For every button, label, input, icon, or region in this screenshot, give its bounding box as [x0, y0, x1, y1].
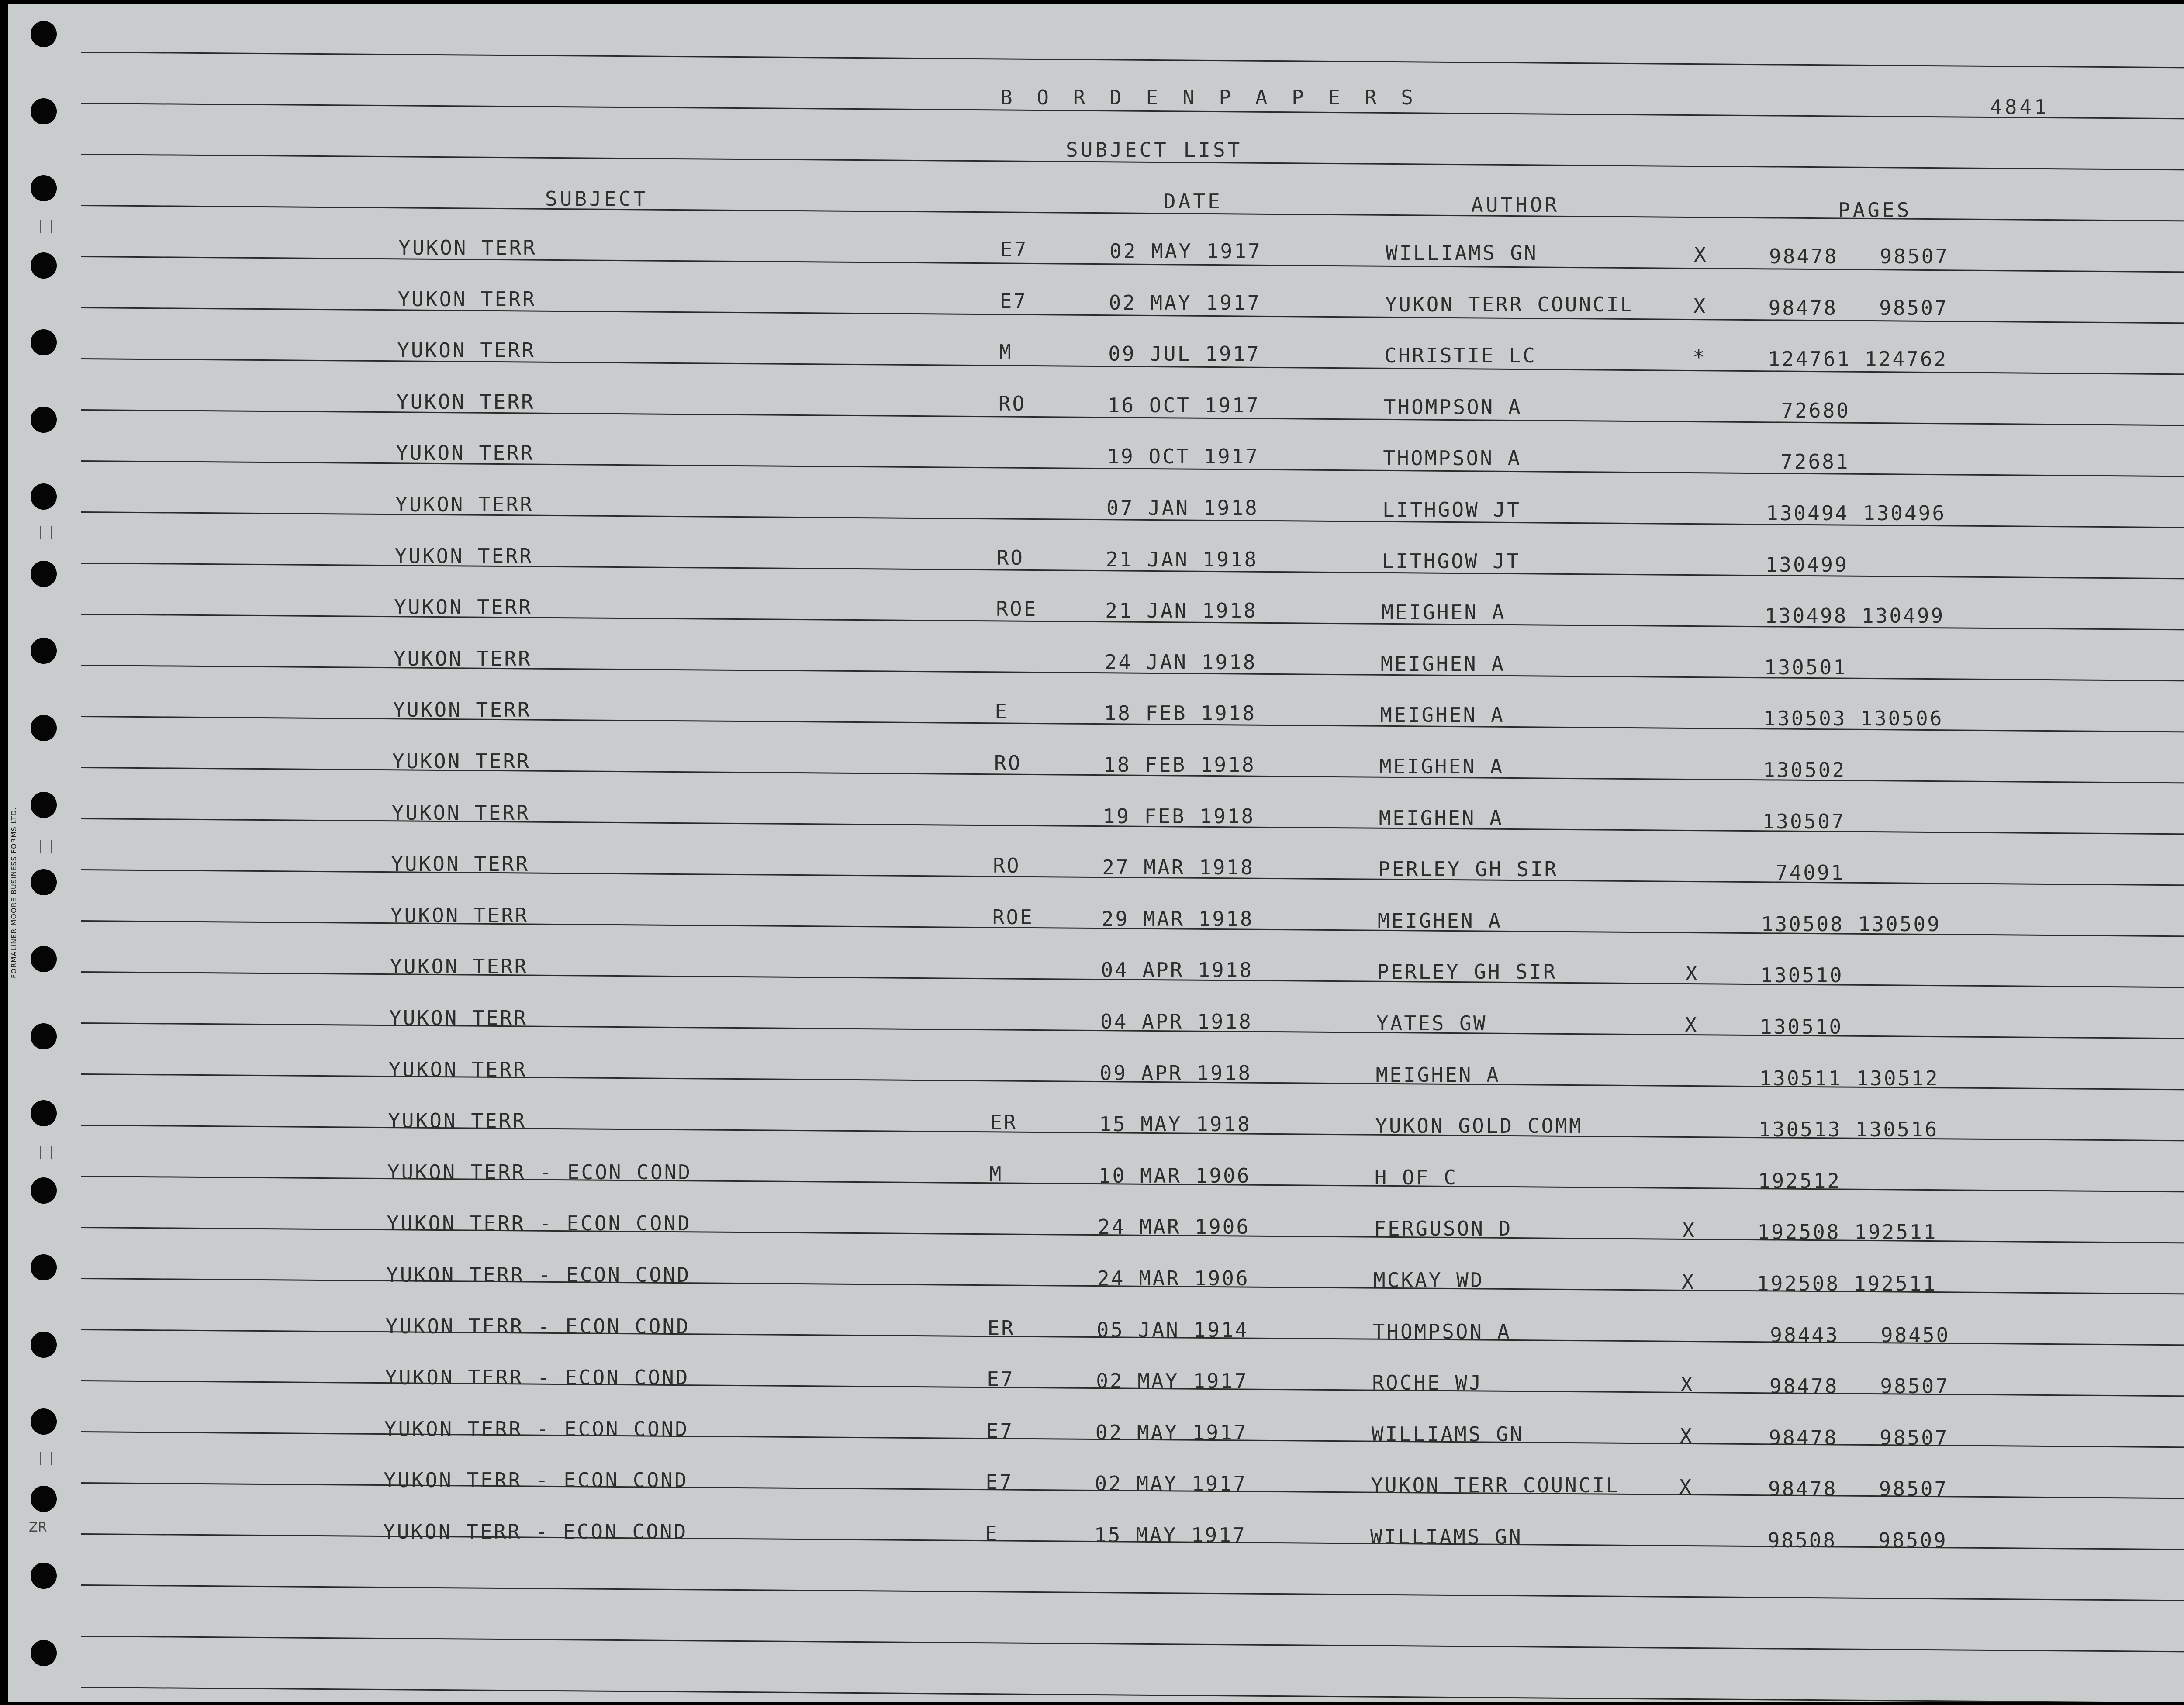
cell-code: RO [994, 751, 1022, 775]
cell-pages: 192508 192511 [1757, 1220, 1938, 1244]
ruled-line [81, 1687, 2184, 1702]
cell-subject: YUKON TERR [392, 749, 531, 773]
cell-date: 02 MAY 1917 [1095, 1472, 1248, 1496]
cell-pages: 124761 124762 [1768, 347, 1948, 371]
cell-subject: YUKON TERR [391, 801, 530, 825]
cell-date: 02 MAY 1917 [1109, 239, 1262, 263]
cell-subject: YUKON TERR - ECON COND [386, 1263, 691, 1287]
cell-author: MEIGHEN A [1375, 1063, 1500, 1087]
cell-subject: YUKON TERR - ECON COND [385, 1366, 690, 1390]
cell-author: YUKON GOLD COMM [1375, 1114, 1583, 1138]
cell-author: YATES GW [1376, 1011, 1487, 1035]
feed-hole [31, 1177, 57, 1204]
cell-pages: 130499 [1765, 552, 1849, 576]
cell-author: ROCHE WJ [1372, 1371, 1483, 1395]
cell-pages: 192508 192511 [1757, 1272, 1937, 1295]
feed-hole [31, 715, 57, 741]
ruled-line [81, 1636, 2184, 1653]
cell-subject: YUKON TERR [395, 493, 534, 516]
cell-subject: YUKON TERR - ECON COND [383, 1520, 688, 1543]
cell-subject: YUKON TERR [397, 338, 536, 362]
cell-pages: 130507 [1762, 809, 1845, 833]
cell-author: MEIGHEN A [1377, 908, 1503, 932]
feed-hole [31, 483, 57, 510]
feed-hole [31, 792, 57, 818]
cell-code: E [995, 700, 1009, 724]
cell-date: 19 OCT 1917 [1107, 445, 1260, 469]
feed-hole [31, 1100, 57, 1126]
cell-author: WILLIAMS GN [1371, 1422, 1524, 1446]
cell-mark: X [1694, 243, 1708, 266]
cell-code: E7 [986, 1419, 1014, 1443]
cell-subject: YUKON TERR [393, 698, 532, 722]
cell-date: 15 MAY 1917 [1094, 1523, 1247, 1547]
cell-subject: YUKON TERR [394, 544, 533, 568]
column-header-date: DATE [1164, 190, 1223, 213]
perforation-mark: ❘❘ [35, 839, 57, 854]
column-header-subject: SUBJECT [545, 187, 648, 211]
feed-hole [31, 1254, 57, 1280]
cell-pages: 98478 98507 [1755, 1374, 1949, 1398]
cell-subject: YUKON TERR [396, 390, 535, 414]
cell-subject: YUKON TERR - ECON COND [385, 1314, 690, 1338]
cell-author: WILLIAMS GN [1386, 241, 1538, 265]
feed-hole [31, 1332, 57, 1358]
cell-code: ER [990, 1111, 1018, 1135]
cell-pages: 130510 [1760, 963, 1844, 987]
cell-date: 16 OCT 1917 [1107, 393, 1260, 417]
cell-pages: 130511 130512 [1759, 1066, 1939, 1090]
cell-date: 07 JAN 1918 [1106, 496, 1259, 520]
cell-date: 02 MAY 1917 [1095, 1420, 1248, 1444]
cell-pages: 72680 [1767, 398, 1850, 422]
document-title: B O R D E N P A P E R S [1000, 86, 1419, 109]
cell-pages: 98478 98507 [1755, 1425, 1949, 1450]
cell-date: 24 MAR 1906 [1098, 1215, 1251, 1239]
cell-date: 04 APR 1918 [1100, 1010, 1253, 1033]
feed-hole [31, 869, 57, 895]
cell-code: E7 [1000, 238, 1028, 261]
cell-code: ER [987, 1316, 1015, 1340]
cell-subject: YUKON TERR - ECON COND [387, 1160, 692, 1184]
cell-mark: X [1685, 1013, 1699, 1037]
cell-date: 19 FEB 1918 [1102, 804, 1255, 828]
cell-author: LITHGOW JT [1382, 549, 1521, 573]
feed-hole [31, 175, 57, 201]
cell-code: E7 [985, 1470, 1013, 1494]
cell-subject: YUKON TERR [390, 903, 529, 927]
cell-subject: YUKON TERR [393, 646, 532, 670]
cell-pages: 72681 [1766, 450, 1850, 474]
cell-pages: 98478 98507 [1769, 245, 1949, 268]
cell-author: MCKAY WD [1373, 1268, 1484, 1292]
cell-code: E [985, 1522, 999, 1545]
cell-subject: YUKON TERR [389, 1006, 528, 1030]
cell-mark: X [1679, 1475, 1693, 1499]
feed-hole [31, 407, 57, 433]
cell-subject: YUKON TERR [388, 1109, 527, 1133]
form-maker-imprint: FORMALINER MOORE BUSINESS FORMS LTD. [10, 807, 18, 978]
cell-pages: 130494 130496 [1766, 501, 1946, 525]
cell-author: THOMPSON A [1372, 1319, 1511, 1343]
cell-subject: YUKON TERR - ECON COND [384, 1417, 689, 1441]
perforation-mark: ❘❘ [35, 1144, 57, 1160]
cell-date: 24 MAR 1906 [1097, 1267, 1250, 1290]
cell-author: LITHGOW JT [1382, 498, 1521, 521]
cell-code: RO [993, 854, 1021, 878]
cell-date: 21 JAN 1918 [1106, 547, 1258, 571]
cell-pages: 130498 130499 [1765, 604, 1945, 628]
cell-mark: X [1682, 1218, 1697, 1243]
cell-mark: X [1682, 1270, 1696, 1294]
cell-pages: 98508 98509 [1754, 1529, 1948, 1552]
feed-hole [31, 21, 57, 47]
feed-hole [31, 1563, 57, 1589]
column-header-author: AUTHOR [1471, 193, 1560, 217]
feed-hole [31, 638, 57, 664]
feed-hole [31, 561, 57, 587]
cell-date: 21 JAN 1918 [1105, 599, 1258, 623]
cell-subject: YUKON TERR [398, 236, 537, 259]
feed-hole [31, 1486, 57, 1512]
column-header-pages: PAGES [1838, 198, 1912, 222]
cell-date: 10 MAR 1906 [1098, 1163, 1251, 1187]
cell-subject: YUKON TERR - ECON COND [387, 1211, 691, 1236]
cell-date: 27 MAR 1918 [1102, 856, 1254, 880]
cell-subject: YUKON TERR [397, 287, 536, 311]
cell-pages: 130503 130506 [1763, 707, 1944, 731]
cell-code: E7 [999, 289, 1027, 313]
cell-pages: 130502 [1763, 758, 1846, 782]
cell-pages: 192512 [1758, 1169, 1841, 1193]
cell-pages: 130513 130516 [1759, 1118, 1939, 1142]
cell-author: MEIGHEN A [1381, 601, 1506, 625]
cell-mark: X [1685, 962, 1700, 986]
cell-date: 15 MAY 1918 [1099, 1112, 1251, 1136]
list-title: SUBJECT LIST [1066, 138, 1243, 162]
cell-date: 05 JAN 1914 [1096, 1318, 1249, 1342]
page-number: 4841 [1990, 95, 2049, 119]
cell-date: 02 MAY 1917 [1109, 290, 1261, 314]
cell-pages: 130501 [1764, 655, 1847, 679]
cell-pages: 98478 98507 [1754, 1477, 1949, 1501]
perforation-mark: ❘❘ [35, 1450, 57, 1465]
cell-date: 24 JAN 1918 [1104, 650, 1257, 674]
cell-date: 29 MAR 1918 [1101, 907, 1254, 931]
feed-hole [31, 329, 57, 355]
cell-pages: 98478 98507 [1768, 296, 1949, 320]
cell-subject: YUKON TERR - ECON COND [384, 1468, 688, 1492]
cell-mark: X [1693, 294, 1707, 318]
ruled-line [81, 1584, 2184, 1601]
cell-subject: YUKON TERR [390, 955, 529, 979]
cell-date: 02 MAY 1917 [1096, 1369, 1248, 1393]
cell-author: PERLEY GH SIR [1377, 960, 1557, 984]
cell-subject: YUKON TERR [394, 595, 533, 619]
ruled-line [81, 52, 2184, 69]
cell-date: 09 APR 1918 [1099, 1061, 1252, 1085]
document-page [8, 4, 2184, 1702]
cell-author: MEIGHEN A [1380, 652, 1506, 676]
cell-code: ROE [996, 597, 1038, 621]
cell-mark: * [1693, 345, 1707, 369]
cell-author: THOMPSON A [1383, 446, 1522, 470]
cell-pages: 130510 [1760, 1015, 1843, 1039]
cell-mark: X [1680, 1373, 1694, 1397]
feed-hole [31, 252, 57, 279]
cell-author: THOMPSON A [1383, 395, 1522, 419]
cell-author: MEIGHEN A [1380, 703, 1505, 727]
cell-date: 18 FEB 1918 [1104, 701, 1257, 725]
margin-mark: ZR [29, 1520, 47, 1535]
cell-date: 04 APR 1918 [1101, 958, 1254, 982]
feed-hole [31, 1023, 57, 1049]
cell-mark: X [1679, 1424, 1694, 1448]
cell-author: YUKON TERR COUNCIL [1385, 292, 1635, 316]
cell-date: 18 FEB 1918 [1103, 753, 1256, 777]
cell-author: WILLIAMS GN [1370, 1525, 1523, 1549]
perforation-mark: ❘❘ [35, 218, 57, 234]
cell-code: E7 [987, 1367, 1015, 1391]
feed-hole [31, 98, 57, 124]
cell-code: RO [996, 545, 1024, 569]
cell-author: MEIGHEN A [1379, 806, 1503, 830]
feed-hole [31, 946, 57, 972]
cell-pages: 98443 98450 [1756, 1323, 1950, 1347]
cell-pages: 130508 130509 [1761, 912, 1941, 936]
cell-author: MEIGHEN A [1379, 755, 1504, 778]
feed-hole [31, 1408, 57, 1435]
cell-author: PERLEY GH SIR [1378, 857, 1559, 881]
cell-code: M [989, 1162, 1003, 1186]
cell-subject: YUKON TERR [388, 1057, 527, 1081]
cell-subject: YUKON TERR [396, 441, 535, 465]
cell-subject: YUKON TERR [391, 852, 530, 876]
cell-pages: 74091 [1762, 861, 1845, 885]
cell-code: ROE [992, 905, 1034, 929]
perforation-mark: ❘❘ [35, 524, 57, 539]
cell-author: CHRISTIE LC [1384, 344, 1537, 368]
cell-code: M [999, 340, 1013, 364]
cell-code: RO [998, 391, 1026, 415]
cell-author: YUKON TERR COUNCIL [1371, 1474, 1620, 1498]
feed-hole [31, 1640, 57, 1666]
cell-author: FERGUSON D [1374, 1217, 1513, 1241]
cell-date: 09 JUL 1917 [1108, 342, 1261, 366]
cell-author: H OF C [1374, 1165, 1458, 1189]
